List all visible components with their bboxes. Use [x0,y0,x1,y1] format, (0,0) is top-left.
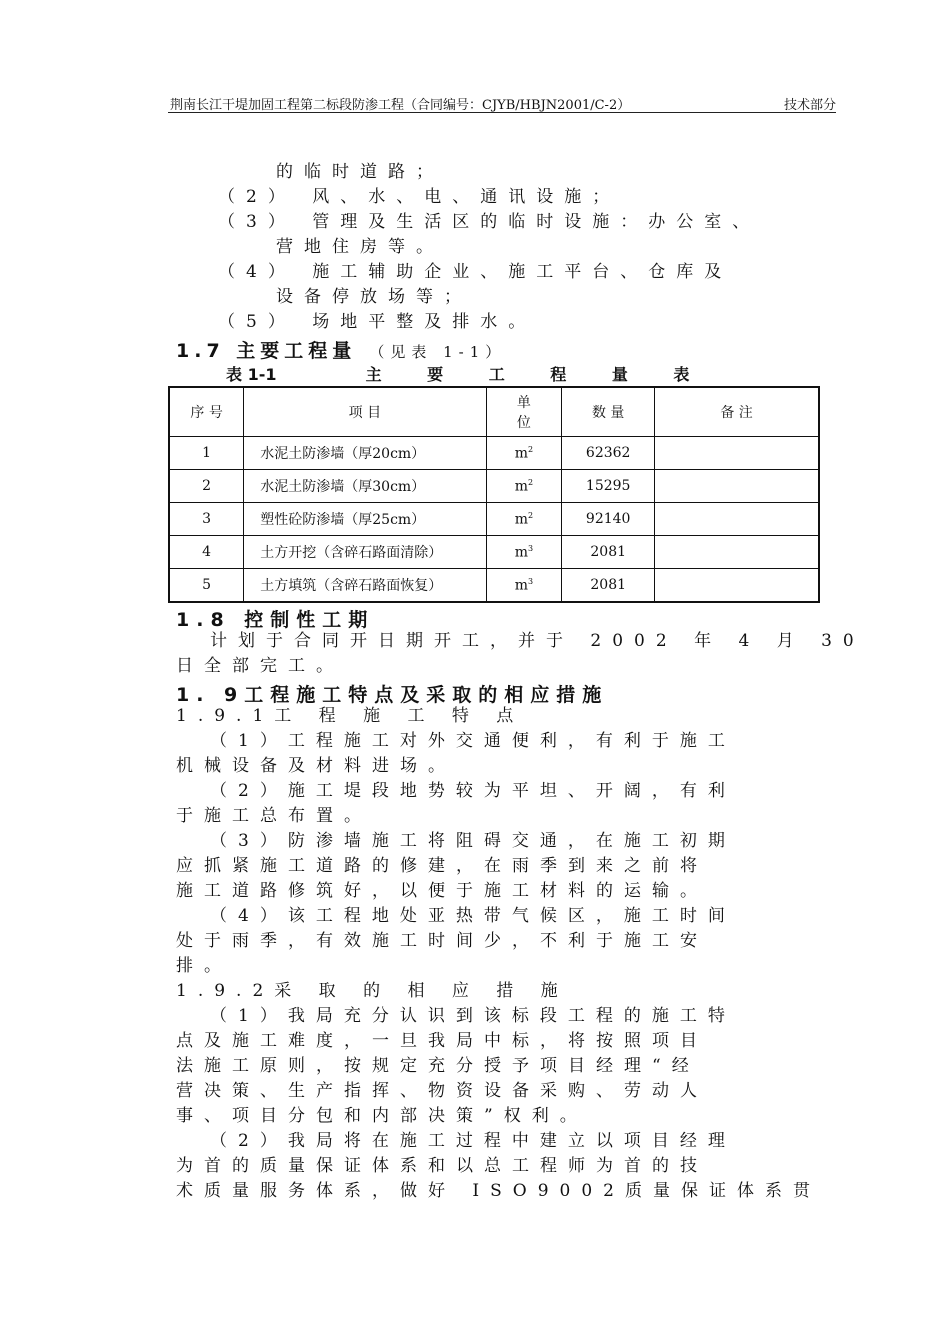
header-unit-a: 单 [516,395,531,411]
text-line: （3）防渗墙施工将阻碍交通，在施工初期 [210,831,736,851]
text-line: （4）该工程地处亚热带气候区，施工时间 [210,906,736,926]
table-row [169,503,819,536]
section-heading-1-8: 1.8 控制性工期 [176,609,375,631]
cell-note [655,569,819,603]
cell-item: 土方填筑（含碎石路面恢复） [244,569,486,603]
text-line: 于施工总布置。 [176,806,372,826]
section-heading-1-9: 1. 9工程施工特点及采取的相应措施 [176,684,609,706]
table-row [169,470,819,503]
cell-item: 水泥土防渗墙（厚30cm） [244,470,486,503]
text-line: 日全部完工。 [176,656,344,676]
header-unit [486,387,562,437]
cell-unit: $m^2$ [486,503,562,536]
text-line: （5） 场地平整及排水。 [218,312,537,332]
header-seq: 序 号 [169,387,244,437]
header-unit-b: 位 [516,415,531,431]
table-row [169,569,819,603]
cell-seq: 4 [169,536,244,569]
text-line: 事、项目分包和内部决策”权利。 [176,1106,588,1126]
cell-note [655,437,819,470]
text-line: （2）我局将在施工过程中建立以项目经理 [210,1131,736,1151]
cell-unit: $m^2$ [486,470,562,503]
cell-item: 塑性砼防渗墙（厚25cm） [244,503,486,536]
cell-item: 水泥土防渗墙（厚20cm） [244,437,486,470]
cell-qty: 62362 [562,437,655,470]
header-note: 备 注 [655,387,819,437]
subsection-heading-1-9-2: 1.9.2采 取 的 相 应 措 施 [176,981,569,1001]
text-line: 施工道路修筑好，以便于施工材料的运输。 [176,881,708,901]
cell-note [655,470,819,503]
header-qty: 数 量 [562,387,655,437]
section-heading-1-7 [176,336,506,363]
text-line: （1）我局充分认识到该标段工程的施工特 [210,1006,736,1026]
text-line: 的临时道路； [276,162,444,182]
table-header-row [169,387,819,437]
text-line: 应抓紧施工道路的修建，在雨季到来之前将 [176,856,708,876]
cell-qty: 15295 [562,470,655,503]
text-line: 设备停放场等； [276,287,472,307]
text-line: 点及施工难度，一旦我局中标，将按照项目 [176,1031,708,1051]
table-number: 表 1-1 [226,365,277,384]
text-line: 术质量服务体系，做好 ISO9002质量保证体系贯 [176,1181,821,1201]
cell-unit: $m^3$ [486,569,562,603]
header-section-label: 技术部分 [783,98,836,113]
text-line: 营决策、生产指挥、物资设备采购、劳动人 [176,1081,708,1101]
text-line: 机械设备及材料进场。 [176,756,456,776]
cell-qty: 2081 [562,536,655,569]
text-line: 营地住房等。 [276,237,444,257]
table-reference: （见表 1-1） [369,343,507,361]
cell-unit: $m^2$ [486,437,562,470]
section-title: 1.7 主要工程量 [176,340,357,362]
cell-qty: 92140 [562,503,655,536]
cell-seq: 1 [169,437,244,470]
page-header [168,94,836,113]
header-item: 项 目 [244,387,486,437]
subsection-heading-1-9-1: 1.9.1工 程 施 工 特 点 [176,706,525,726]
cell-item: 土方开挖（含碎石路面清除） [244,536,486,569]
text-line: 处于雨季，有效施工时间少，不利于施工安 [176,931,708,951]
cell-note [655,503,819,536]
text-line: （3） 管理及生活区的临时设施：办公室、 [218,212,761,232]
text-line: （2）施工堤段地势较为平坦、开阔，有利 [210,781,736,801]
table-title: 主 要 工 程 量 表 [365,365,710,384]
table-caption [226,362,709,385]
text-line: 法施工原则，按规定充分授予项目经理“经 [176,1056,700,1076]
text-line: 为首的质量保证体系和以总工程师为首的技 [176,1156,708,1176]
cell-seq: 3 [169,503,244,536]
cell-unit: $m^3$ [486,536,562,569]
text-line: 计划于合同开日期开工，并于 2002 年 4 月 30 [210,631,865,651]
cell-note [655,536,819,569]
header-project-title: 荆南长江干堤加固工程第二标段防渗工程（合同编号：CJYB/HBJN2001/C-2） [170,98,631,113]
table-row [169,536,819,569]
text-line: （1）工程施工对外交通便利，有利于施工 [210,731,736,751]
quantities-table [168,386,820,603]
cell-seq: 2 [169,470,244,503]
text-line: （2） 风、水、电、通讯设施； [218,187,621,207]
text-line: 排。 [176,956,232,976]
text-line: （4） 施工辅助企业、施工平台、仓库及 [218,262,733,282]
table-row [169,437,819,470]
cell-seq: 5 [169,569,244,603]
cell-qty: 2081 [562,569,655,603]
